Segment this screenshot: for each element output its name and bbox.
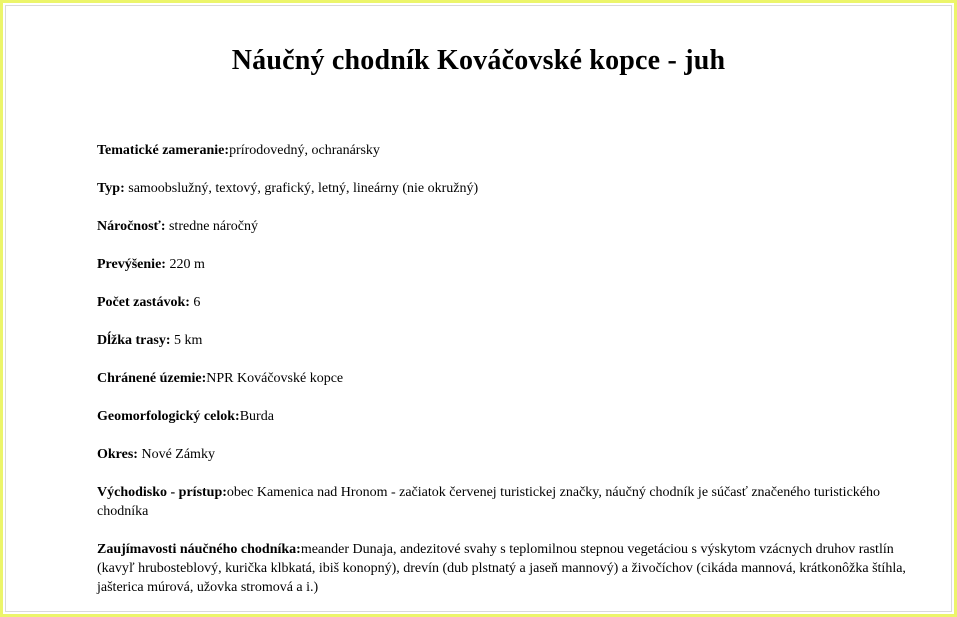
- info-item-typ: [97, 179, 925, 198]
- info-item-prevysenie: [97, 255, 925, 274]
- info-item-dlzka-trasy: [97, 331, 925, 350]
- info-label: Východisko - prístup:: [97, 485, 227, 500]
- info-value: 6: [189, 295, 201, 310]
- info-item-narocnost: [97, 217, 925, 236]
- info-item-chranene-uzemie: [97, 369, 925, 388]
- info-label: Dĺžka trasy:: [97, 333, 171, 348]
- info-value: 5 km: [170, 333, 203, 348]
- info-label: Okres:: [97, 447, 138, 462]
- info-item-zaujimavosti: [97, 540, 925, 597]
- info-label: Počet zastávok:: [97, 295, 190, 310]
- info-label: Typ:: [97, 181, 125, 196]
- info-label: Prevýšenie:: [97, 257, 166, 272]
- info-label: Tematické zameranie:: [97, 143, 230, 158]
- info-label: Chránené územie:: [97, 371, 207, 386]
- info-value: stredne náročný: [165, 219, 259, 234]
- info-item-tematicke-zameranie: [97, 141, 925, 160]
- info-item-okres: [97, 445, 925, 464]
- info-item-vychodisko: [97, 483, 925, 521]
- info-value: samoobslužný, textový, grafický, letný, lineárny (nie okružný): [124, 181, 479, 196]
- info-label: Zaujímavosti náučného chodníka:: [97, 542, 301, 557]
- page-title: Náučný chodník Kováčovské kopce - juh: [231, 45, 726, 76]
- info-value: obec Kamenica nad Hronom - začiatok červenej turistickej značky, náučný chodník je súčasť značeného turistického chodníka: [97, 485, 880, 519]
- info-list: [97, 141, 925, 616]
- info-value: meander Dunaja, andezitové svahy s teplomilnou stepnou vegetáciou s výskytom vzácnych druhov rastlín (kavyľ hrubosteblový, kurička klbkatá, ibiš konopný), drevín (dub plstnatý a jaseň mannový) a živočíchov (cikáda mannová, krátkonôžka štíhla, jašterica múrová, užovka stromová a i.): [97, 542, 906, 595]
- info-item-geomorfologicky-celok: [97, 407, 925, 426]
- info-value: prírodovedný, ochranársky: [229, 143, 380, 158]
- info-value: 220 m: [165, 257, 205, 272]
- info-item-pocet-zastavok: [97, 293, 925, 312]
- info-label: Náročnosť:: [97, 219, 166, 234]
- info-value: NPR Kováčovské kopce: [206, 371, 344, 386]
- info-label: Geomorfologický celok:: [97, 409, 240, 424]
- info-value: Nové Zámky: [137, 447, 215, 462]
- info-value: Burda: [239, 409, 274, 424]
